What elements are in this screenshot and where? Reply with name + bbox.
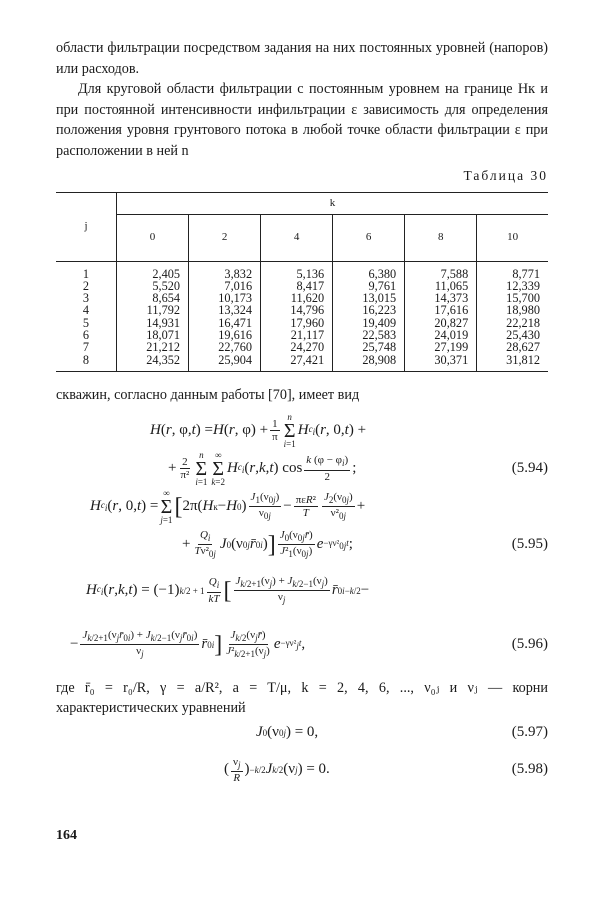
table-cell: 3,832 bbox=[189, 261, 261, 280]
table-cell: 8,654 bbox=[117, 292, 189, 304]
row-index: 8 bbox=[82, 352, 90, 367]
row-index: 3 bbox=[82, 291, 90, 306]
table-cell: 21,117 bbox=[261, 329, 333, 341]
column-header: 10 bbox=[477, 214, 548, 261]
table-cell: 22,760 bbox=[189, 341, 261, 353]
row-index: 7 bbox=[82, 340, 90, 355]
eq-number: (5.98) bbox=[511, 761, 548, 778]
table-cell: 14,931 bbox=[117, 317, 189, 329]
j-header: j bbox=[56, 192, 117, 261]
table-cell: 22,218 bbox=[477, 317, 548, 329]
table-cell: 27,199 bbox=[405, 341, 477, 353]
table-cell: 16,471 bbox=[189, 317, 261, 329]
table-cell: 8,417 bbox=[261, 280, 333, 292]
table-body bbox=[56, 261, 548, 371]
column-headers bbox=[56, 214, 548, 261]
table-cell: 19,616 bbox=[189, 329, 261, 341]
column-header: 0 bbox=[117, 214, 189, 261]
column-header: 4 bbox=[261, 214, 333, 261]
table-cell: 16,223 bbox=[333, 304, 405, 316]
table-cell: 11,792 bbox=[117, 304, 189, 316]
table-cell: 20,827 bbox=[405, 317, 477, 329]
equations bbox=[56, 412, 548, 672]
table-cell: 18,071 bbox=[117, 329, 189, 341]
eq-5-96-line2: − $\frac{J_{k/2+1}(\nu_jr̄_{0i}) + J_{k/2-1}(\nu_jr̄_{0i})}{\nu_j}$ r̄ 0i ] $\frac{J_{k/2}(\nu_jr̄)}{J^2_{k/2+1}(\nu_j)}$ e $-\gamma\nu^2_jt$ , (5.96) bbox=[70, 628, 548, 660]
table-cell: 11,620 bbox=[261, 292, 333, 304]
table-cell: 15,700 bbox=[477, 292, 548, 304]
row-index: 1 bbox=[82, 266, 90, 281]
table-cell: 6,380 bbox=[333, 261, 405, 280]
char-equations bbox=[56, 719, 548, 793]
table-cell: 7,588 bbox=[405, 261, 477, 280]
eq-number: (5.97) bbox=[511, 724, 548, 741]
column-header: 8 bbox=[405, 214, 477, 261]
table-cell: 11,065 bbox=[405, 280, 477, 292]
eq-5-98: ( $\frac{\nu_j}{R}$ ) −k/2 J k/2 (ν j ) = 0. (5.98) bbox=[224, 755, 548, 784]
k-header: k bbox=[117, 192, 549, 214]
table-cell: 24,019 bbox=[405, 329, 477, 341]
table-cell: 28,627 bbox=[477, 341, 548, 353]
row-index: 4 bbox=[82, 303, 90, 318]
table-cell: 31,812 bbox=[477, 354, 548, 372]
eq-number: (5.94) bbox=[511, 460, 548, 477]
row-index: 2 bbox=[82, 278, 90, 293]
table-cell: 22,583 bbox=[333, 329, 405, 341]
eq-5-94-line1: H ( r , φ, t ) = H ( r , φ) + $\frac{1}{\pi}$ n Σ i=1 H $c_i$ ( r , 0, t ) + bbox=[150, 411, 367, 449]
table-cell: 24,270 bbox=[261, 341, 333, 353]
table-cell: 28,908 bbox=[333, 354, 405, 372]
table-cell: 8,771 bbox=[477, 261, 548, 280]
table-cell: 10,173 bbox=[189, 292, 261, 304]
table-cell: 14,796 bbox=[261, 304, 333, 316]
table-cell: 13,015 bbox=[333, 292, 405, 304]
table-cell: 17,616 bbox=[405, 304, 477, 316]
table-cell: 14,373 bbox=[405, 292, 477, 304]
eq-5-97: J 0 (ν 0j ) = 0, (5.97) bbox=[256, 724, 548, 741]
eq-5-96-line1: H $c_i$ ( r , k , t ) = (−1) k/2 + 1 $\frac{Q_i}{kT}$ [ $\frac{J_{k/2+1}(\nu_j) + J_{k/2-1}(\nu_j)}{\nu_j}$ r̄ 0i −k/2 − bbox=[86, 574, 370, 606]
data-table bbox=[56, 192, 548, 372]
table-cell: 25,430 bbox=[477, 329, 548, 341]
paragraph-4b: характеристических уравнений bbox=[56, 700, 246, 717]
table-cell: 27,421 bbox=[261, 354, 333, 372]
eq-5-95-line1: H $c_i$ ( r , 0, t ) = ∞ Σ j=1 [ 2π( H к − H 0 ) $\frac{J_1(\nu_{0j})}{\nu_{0j}}$ − $\frac{\text{πεR²}}{T}$ $\frac{J_2(\nu_{0j})}{\nu^2_{0j}}$ + bbox=[90, 487, 366, 525]
table-cell: 5,136 bbox=[261, 261, 333, 280]
eq-number: (5.96) bbox=[511, 636, 548, 653]
row-index: 5 bbox=[82, 315, 90, 330]
table-cell: 13,324 bbox=[189, 304, 261, 316]
column-header: 6 bbox=[333, 214, 405, 261]
table-cell: 9,761 bbox=[333, 280, 405, 292]
table-cell: 17,960 bbox=[261, 317, 333, 329]
column-header: 2 bbox=[189, 214, 261, 261]
paragraph-1: области фильтрации посредством задания на них постоянных уровней (напоров) или расходов. bbox=[56, 40, 548, 77]
table-caption: Таблица 30 bbox=[463, 167, 548, 183]
page-number: 164 bbox=[56, 828, 77, 843]
paragraph-2: Для круговой области фильтрации с постоянным уровнем на границе Нк и при постоянной интенсивности инфильтрации ε зависимость для определения положения уровня грунтового потока в любой точке области фильтрации ε при расположении в ней n bbox=[56, 81, 548, 159]
table-cell: 25,748 bbox=[333, 341, 405, 353]
table-cell: 19,409 bbox=[333, 317, 405, 329]
table-cell: 2,405 bbox=[117, 261, 189, 280]
page-content bbox=[56, 38, 548, 793]
table-row bbox=[56, 304, 548, 316]
table-row bbox=[56, 354, 548, 372]
table-cell: 24,352 bbox=[117, 354, 189, 372]
table-cell: 7,016 bbox=[189, 280, 261, 292]
table-cell: 5,520 bbox=[117, 280, 189, 292]
paragraph-3: скважин, согласно данным работы [70], имеет вид bbox=[56, 386, 360, 403]
table-row bbox=[56, 261, 548, 280]
table-cell: 30,371 bbox=[405, 354, 477, 372]
eq-5-94-line2: + $\frac{2}{\text{π²}}$ n Σ i=1 ∞ Σ k=2 H $c_i$ ( r , k , t ) cos $\frac{k (\varphi - \varphi_i)}{2}$ ; (5.94) bbox=[168, 449, 548, 487]
table-cell: 21,212 bbox=[117, 341, 189, 353]
table-cell: 12,339 bbox=[477, 280, 548, 292]
eq-number: (5.95) bbox=[511, 536, 548, 553]
table-cell: 18,980 bbox=[477, 304, 548, 316]
table-row bbox=[56, 341, 548, 353]
eq-5-95-line2: + $\frac{Q_i}{T\nu^2_{0j}}$ J 0 (ν 0j r̄ 0i ) ] $\frac{J_0(\nu_{0j}r̄)}{J^2_1(\nu_{0j})}$ e $-\gamma\nu^2_{0j}t$ ; (5.95) bbox=[182, 528, 548, 560]
paragraph-4a: где r̄₀ = r₀/R, γ = a/R², a = T/μ, k = 2, 4, 6, ..., ν₀ⱼ и νⱼ — корни bbox=[56, 679, 548, 696]
table-cell: 25,904 bbox=[189, 354, 261, 372]
row-index: 6 bbox=[82, 328, 90, 343]
